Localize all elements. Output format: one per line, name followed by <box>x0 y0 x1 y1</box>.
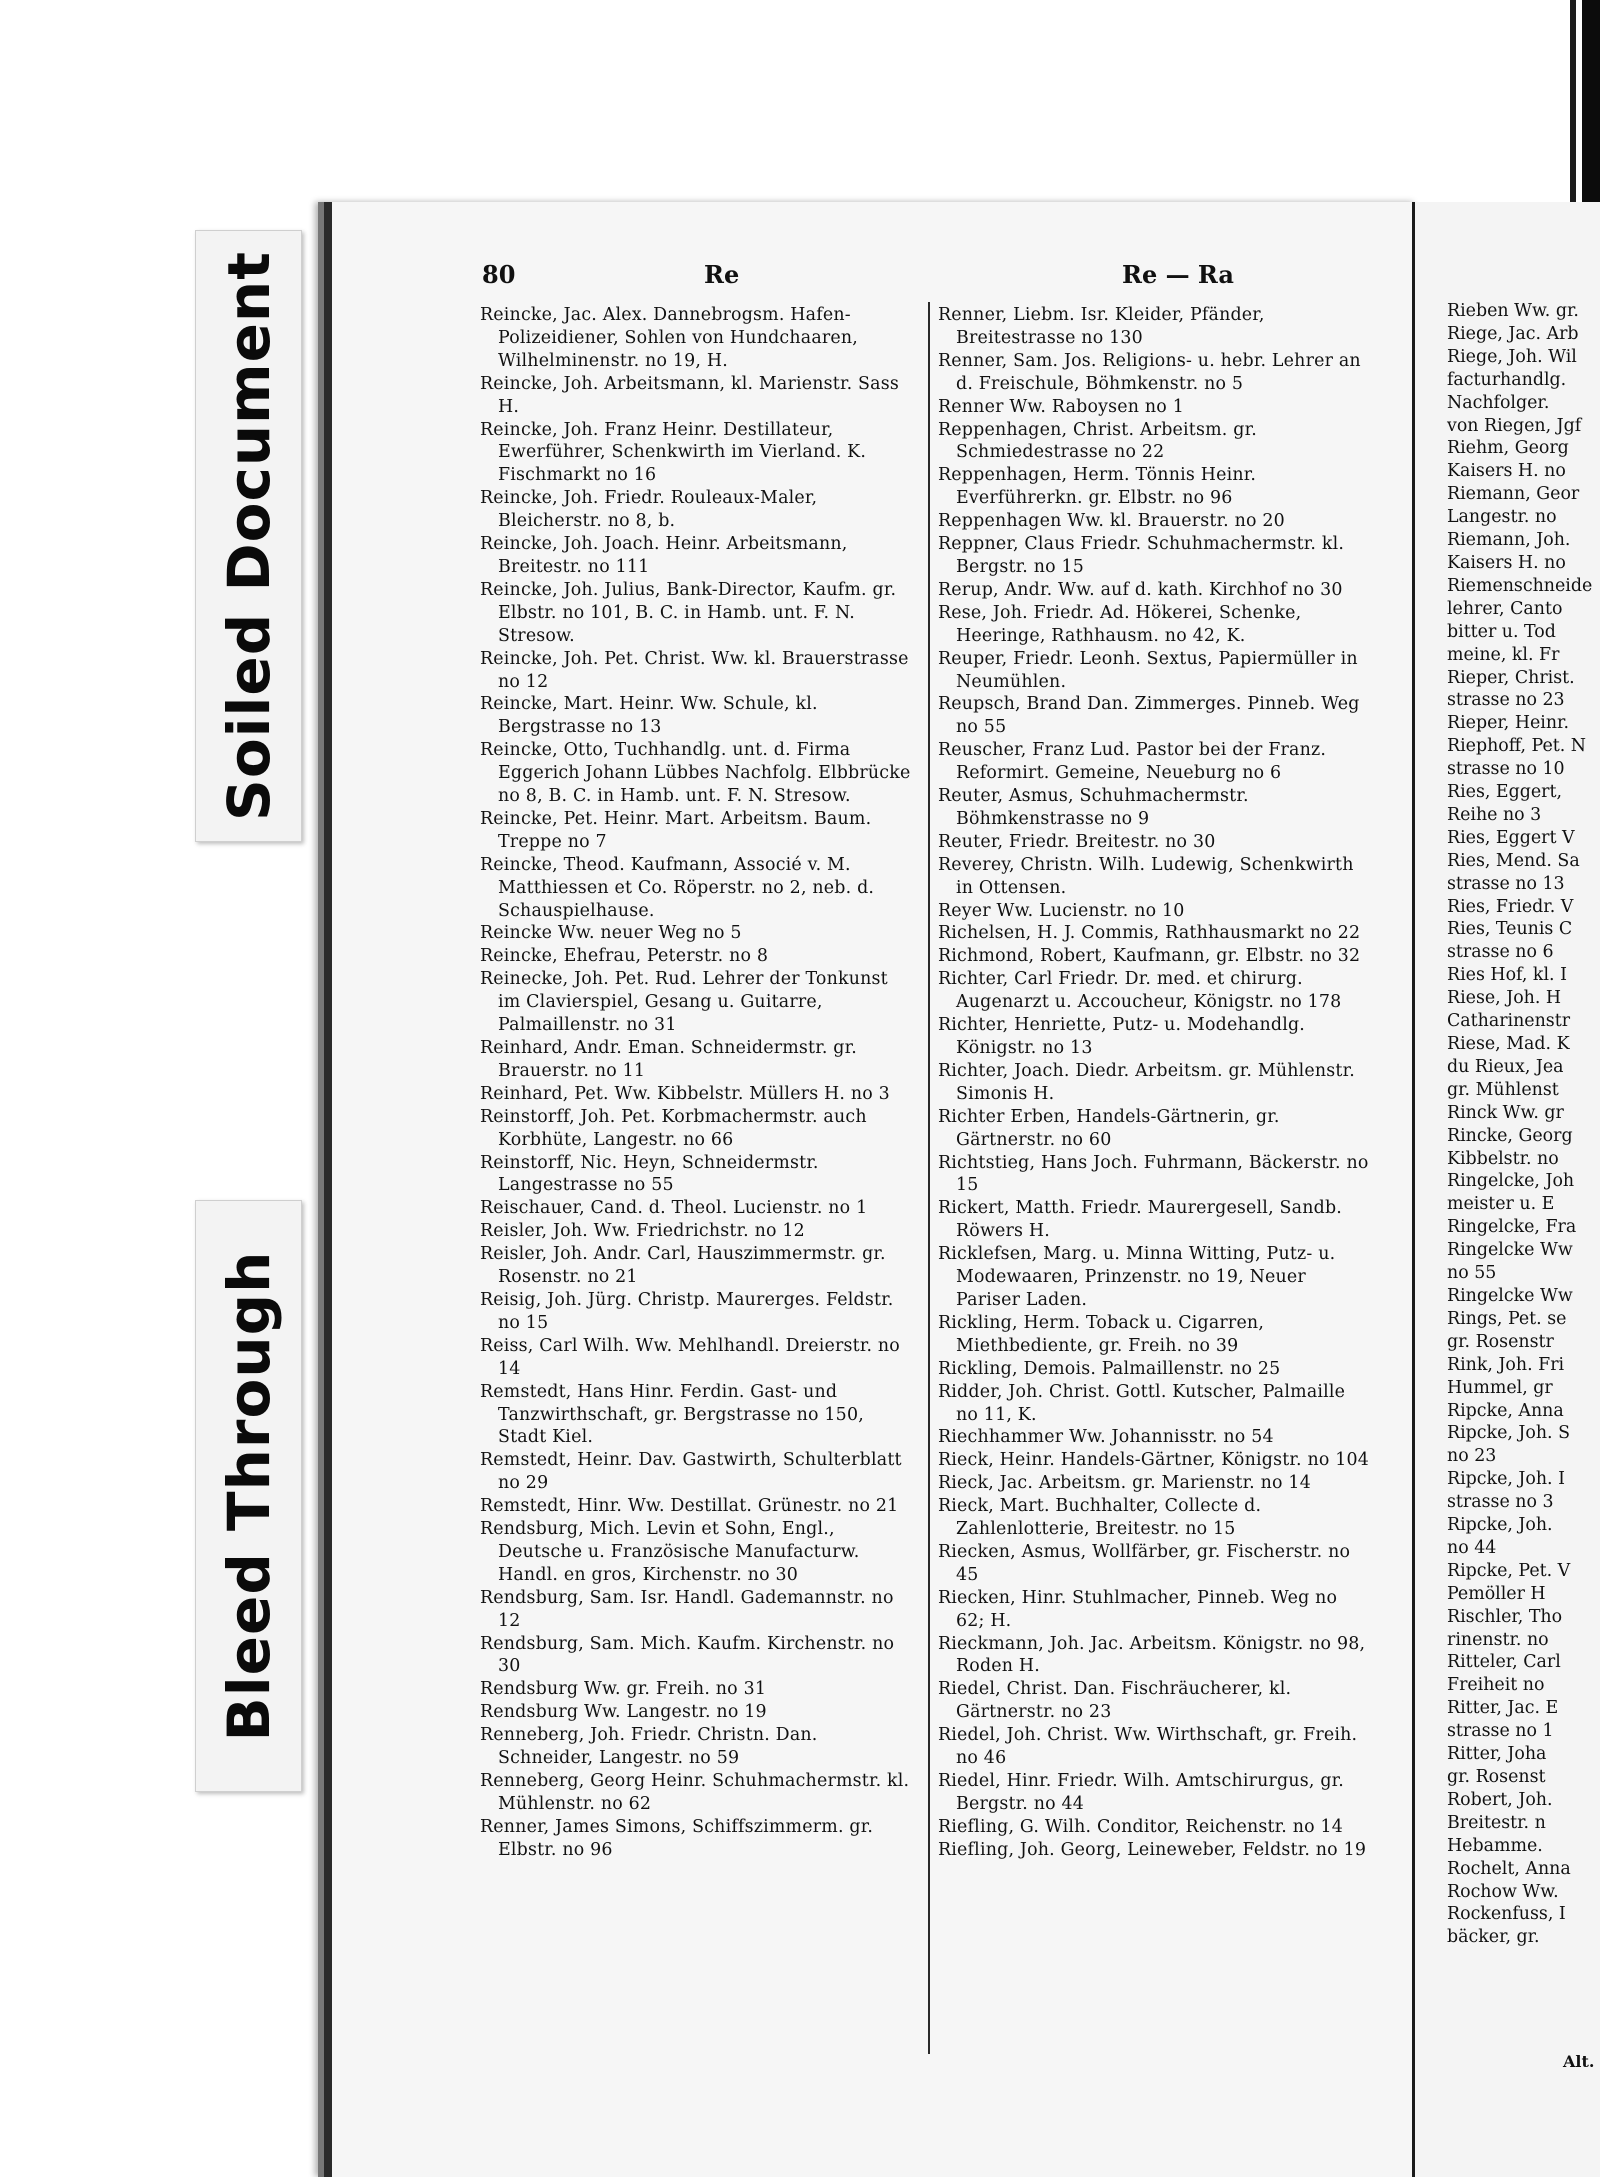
directory-entry: Rerup, Andr. Ww. auf d. kath. Kirchhof no 30 <box>938 579 1343 600</box>
directory-entry: von Riegen, Jgf <box>1447 415 1582 436</box>
directory-entry: Reuter, Friedr. Breitestr. no 30 <box>938 831 1216 852</box>
directory-entry: Pemöller H <box>1447 1583 1546 1604</box>
directory-entry: strasse no 13 <box>1447 873 1565 894</box>
directory-entry: gr. Rosenst <box>1447 1767 1546 1787</box>
directory-entry: Reincke, Joh. Joach. Heinr. Arbeitsmann, Breitestr. no 111 <box>480 534 848 577</box>
directory-entry: Reihe no 3 <box>1447 804 1542 825</box>
directory-entry: Renneberg, Georg Heinr. Schuhmachermstr. kl. Mühlenstr. no 62 <box>480 1771 910 1814</box>
directory-entry: Reuscher, Franz Lud. Pastor bei der Franz. Reformirt. Gemeine, Neueburg no 6 <box>938 740 1327 784</box>
directory-entry: Riechhammer Ww. Johannisstr. no 54 <box>938 1427 1274 1448</box>
directory-entry: Rinck Ww. gr <box>1447 1102 1564 1123</box>
directory-entry: Richter Erben, Handels-Gärtnerin, gr. Gärtnerstr. no 60 <box>938 1106 1280 1150</box>
directory-entry: Riemann, Geor <box>1447 484 1580 505</box>
directory-entry: Rieben Ww. gr. <box>1447 301 1579 321</box>
directory-entry: Renneberg, Joh. Friedr. Christn. Dan. Schneider, Langestr. no 59 <box>480 1725 818 1769</box>
directory-entry: Ries, Friedr. V <box>1447 896 1574 917</box>
directory-entry: Reppenhagen, Herm. Tönnis Heinr. Everführerkn. gr. Elbstr. no 96 <box>938 465 1257 509</box>
directory-entry: Rendsburg Ww. gr. Freih. no 31 <box>480 1679 767 1700</box>
directory-entry: Ries Hof, kl. I <box>1447 965 1567 986</box>
directory-entry: Hebamme. <box>1447 1835 1543 1856</box>
directory-entry: Richter, Henriette, Putz- u. Modehandlg. Königstr. no 13 <box>938 1015 1306 1058</box>
directory-entry: Riese, Mad. K <box>1447 1034 1570 1054</box>
page-number: 80 <box>482 260 516 289</box>
directory-entry: Rieper, Heinr. <box>1447 713 1569 734</box>
directory-entry: strasse no 23 <box>1447 690 1565 711</box>
directory-entry: Rochelt, Anna <box>1447 1858 1571 1879</box>
directory-entry: Riese, Joh. H <box>1447 988 1562 1009</box>
directory-entry: Rincke, Georg <box>1447 1125 1573 1146</box>
soiled-document-text: Soiled Document <box>214 251 283 821</box>
column-divider <box>928 302 930 2054</box>
bleed-through-text: Bleed Through <box>214 1250 283 1742</box>
directory-entry: Reincke, Joh. Friedr. Rouleaux-Maler, Bleicherstr. no 8, b. <box>480 488 818 532</box>
directory-entry: gr. Rosenstr <box>1447 1331 1554 1352</box>
next-page-footer: Alt. <box>1563 2052 1595 2071</box>
directory-entry: Reupsch, Brand Dan. Zimmerges. Pinneb. Weg no 55 <box>938 694 1360 738</box>
directory-entry: Riefling, G. Wilh. Conditor, Reichenstr. no 14 <box>938 1816 1344 1837</box>
directory-entry: Nachfolger. <box>1447 392 1550 413</box>
directory-entry: Rendsburg, Sam. Mich. Kaufm. Kirchenstr. no 30 <box>480 1633 895 1677</box>
directory-entry: Reincke Ww. neuer Weg no 5 <box>480 923 742 944</box>
directory-entry: Riefling, Joh. Georg, Leineweber, Feldstr. no 19 <box>938 1839 1367 1860</box>
directory-entry: Rieckmann, Joh. Jac. Arbeitsm. Königstr. no 98, Roden H. <box>938 1633 1366 1677</box>
directory-entry: Rieck, Jac. Arbeitsm. gr. Marienstr. no 14 <box>938 1473 1311 1494</box>
directory-entry: Riemenschneide <box>1447 575 1593 596</box>
directory-entry: Rickling, Demois. Palmaillenstr. no 25 <box>938 1358 1281 1379</box>
right-column <box>938 304 1370 1862</box>
directory-entry: Ritter, Jac. E <box>1447 1698 1559 1719</box>
directory-entry: Riemann, Joh. <box>1447 530 1571 551</box>
directory-entry: strasse no 6 <box>1447 942 1554 963</box>
directory-entry: rinenstr. no <box>1447 1629 1549 1650</box>
directory-entry: du Rieux, Jea <box>1447 1056 1564 1077</box>
directory-entry: Richtstieg, Hans Joch. Fuhrmann, Bäckerstr. no 15 <box>938 1152 1369 1196</box>
directory-entry: Kibbelstr. no <box>1447 1148 1559 1169</box>
directory-entry: Reverey, Christn. Wilh. Ludewig, Schenkwirth in Ottensen. <box>938 854 1354 898</box>
directory-entry: Ripcke, Joh. <box>1447 1515 1553 1536</box>
directory-entry: Rieck, Heinr. Handels-Gärtner, Königstr. no 104 <box>938 1450 1370 1471</box>
directory-entry: Breitestr. n <box>1447 1812 1546 1833</box>
directory-entry: Ries, Eggert, <box>1447 782 1563 803</box>
directory-entry: Reinhard, Pet. Ww. Kibbelstr. Müllers H. no 3 <box>480 1083 890 1104</box>
directory-entry: Reisler, Joh. Andr. Carl, Hauszimmermstr. gr. Rosenstr. no 21 <box>480 1244 886 1288</box>
directory-entry: Ridder, Joh. Christ. Gottl. Kutscher, Palmaille no 11, K. <box>938 1381 1346 1425</box>
directory-entry: Renner, James Simons, Schiffszimmerm. gr. Elbstr. no 96 <box>480 1816 874 1860</box>
directory-entry: Langestr. no <box>1447 507 1557 528</box>
directory-entry: Kaisers H. no <box>1447 552 1566 573</box>
directory-entry: Ries, Eggert V <box>1447 827 1575 848</box>
directory-entry: Rochow Ww. <box>1447 1881 1559 1902</box>
directory-entry: Reppner, Claus Friedr. Schuhmachermstr. kl. Bergstr. no 15 <box>938 534 1345 577</box>
directory-entry: Robert, Joh. <box>1447 1789 1553 1810</box>
directory-entry: bitter u. Tod <box>1447 621 1556 642</box>
directory-entry: Rings, Pet. se <box>1447 1308 1567 1329</box>
directory-entry: Riecken, Hinr. Stuhlmacher, Pinneb. Weg no 62; H. <box>938 1587 1338 1631</box>
directory-entry: Reinstorff, Nic. Heyn, Schneidermstr. Langestrasse no 55 <box>480 1152 819 1196</box>
bleed-through-label <box>195 1200 302 1792</box>
directory-entry: Reisig, Joh. Jürg. Christp. Maurerges. Feldstr. no 15 <box>480 1289 894 1333</box>
directory-entry: strasse no 1 <box>1447 1721 1554 1742</box>
directory-entry: Reincke, Jac. Alex. Dannebrogsm. Hafen-Polizeidiener, Sohlen von Hundchaaren, Wilhelminenstr. no 19, H. <box>480 305 859 371</box>
directory-entry: Hummel, gr <box>1447 1377 1553 1398</box>
directory-entry: Ries, Teunis C <box>1447 919 1573 940</box>
next-page-edge <box>1412 202 1600 2177</box>
soiled-document-label <box>195 230 302 842</box>
directory-entry: Reinstorff, Joh. Pet. Korbmachermstr. auch Korbhüte, Langestr. no 66 <box>480 1106 867 1150</box>
directory-entry: Ringelcke Ww <box>1447 1240 1573 1261</box>
directory-entry: Rieck, Mart. Buchhalter, Collecte d. Zahlenlotterie, Breitestr. no 15 <box>938 1496 1262 1540</box>
directory-entry: Rink, Joh. Fri <box>1447 1354 1565 1375</box>
directory-entry: no 44 <box>1447 1537 1497 1558</box>
running-head-right: Re — Ra <box>1122 260 1234 289</box>
directory-page <box>318 202 1416 2177</box>
directory-entry: Reyer Ww. Lucienstr. no 10 <box>938 900 1185 921</box>
directory-entry: Rickert, Matth. Friedr. Maurergesell, Sandb. Röwers H. <box>938 1198 1343 1242</box>
directory-entry: gr. Mühlenst <box>1447 1079 1559 1100</box>
directory-entry: Reinecke, Joh. Pet. Rud. Lehrer der Tonkunst im Clavierspiel, Gesang u. Guitarre, Palmaillenstr. no 31 <box>480 969 888 1036</box>
directory-entry: Riehm, Georg <box>1447 438 1569 459</box>
directory-entry: Riedel, Hinr. Friedr. Wilh. Amtschirurgus, gr. Bergstr. no 44 <box>938 1771 1345 1814</box>
directory-entry: meine, kl. Fr <box>1447 644 1560 665</box>
directory-entry: Ringelcke, Fra <box>1447 1217 1577 1238</box>
directory-entry: meister u. E <box>1447 1194 1555 1215</box>
directory-entry: Reincke, Joh. Franz Heinr. Destillateur, Ewerführer, Schenkwirth im Vierland. K. Fischmarkt no 16 <box>480 419 867 486</box>
directory-entry: Ringelcke, Joh <box>1447 1171 1575 1192</box>
directory-entry: Renner, Liebm. Isr. Kleider, Pfänder, Breitestrasse no 130 <box>938 305 1265 348</box>
next-page-column <box>1447 300 1600 1949</box>
directory-entry: Ricklefsen, Marg. u. Minna Witting, Putz- u. Modewaaren, Prinzenstr. no 19, Neuer Pariser Laden. <box>938 1244 1336 1310</box>
directory-entry: Catharinenstr <box>1447 1011 1571 1032</box>
directory-entry: Remstedt, Hans Hinr. Ferdin. Gast- und Tanzwirthschaft, gr. Bergstrasse no 150, Stadt Kiel. <box>480 1381 864 1448</box>
directory-entry: Richter, Carl Friedr. Dr. med. et chirurg. Augenarzt u. Accoucheur, Königstr. no 178 <box>938 969 1342 1013</box>
directory-entry: bäcker, gr. <box>1447 1927 1540 1948</box>
directory-entry: Rendsburg Ww. Langestr. no 19 <box>480 1702 767 1723</box>
directory-entry: Reuper, Friedr. Leonh. Sextus, Papiermüller in Neumühlen. <box>938 648 1358 692</box>
directory-entry: Riege, Jac. Arb <box>1447 323 1579 344</box>
directory-entry: Rese, Joh. Friedr. Ad. Hökerei, Schenke, Heeringe, Rathhausm. no 42, K. <box>938 602 1302 646</box>
directory-entry: Reiss, Carl Wilh. Ww. Mehlhandl. Dreierstr. no 14 <box>480 1335 900 1379</box>
directory-entry: Reincke, Joh. Julius, Bank-Director, Kaufm. gr. Elbstr. no 101, B. C. in Hamb. unt. F. N. Stresow. <box>480 579 897 646</box>
directory-entry: Reisler, Joh. Ww. Friedrichstr. no 12 <box>480 1221 805 1242</box>
directory-entry: Rockenfuss, I <box>1447 1904 1566 1925</box>
directory-entry: Reinhard, Andr. Eman. Schneidermstr. gr. Brauerstr. no 11 <box>480 1038 857 1081</box>
directory-entry: Riedel, Christ. Dan. Fischräucherer, kl. Gärtnerstr. no 23 <box>938 1679 1292 1723</box>
directory-entry: Renner, Sam. Jos. Religions- u. hebr. Lehrer an d. Freischule, Böhmkenstr. no 5 <box>938 350 1361 394</box>
directory-entry: Reincke, Theod. Kaufmann, Associé v. M. Matthiessen et Co. Röperstr. no 2, neb. d. Schauspielhause. <box>480 854 875 921</box>
directory-entry: Reincke, Pet. Heinr. Mart. Arbeitsm. Baum. Treppe no 7 <box>480 808 872 852</box>
directory-entry: Reuter, Asmus, Schuhmachermstr. Böhmkenstrasse no 9 <box>938 786 1249 829</box>
directory-entry: Richter, Joach. Diedr. Arbeitsm. gr. Mühlenstr. Simonis H. <box>938 1060 1355 1104</box>
directory-entry: Ripcke, Joh. I <box>1447 1469 1565 1490</box>
directory-entry: strasse no 10 <box>1447 759 1565 780</box>
directory-entry: Ries, Mend. Sa <box>1447 850 1580 871</box>
directory-entry: Reincke, Joh. Arbeitsmann, kl. Marienstr. Sass H. <box>480 373 899 417</box>
page-header <box>332 260 1416 294</box>
directory-entry: Reppenhagen Ww. kl. Brauerstr. no 20 <box>938 511 1285 532</box>
directory-entry: strasse no 3 <box>1447 1492 1554 1513</box>
directory-entry: facturhandlg. <box>1447 369 1567 390</box>
running-head-left: Re <box>704 260 740 289</box>
directory-entry: Kaisers H. no <box>1447 461 1566 482</box>
directory-entry: Ritteler, Carl <box>1447 1652 1561 1673</box>
directory-entry: Riephoff, Pet. N <box>1447 736 1587 757</box>
directory-entry: Rischler, Tho <box>1447 1606 1563 1627</box>
directory-entry: Reischauer, Cand. d. Theol. Lucienstr. no 1 <box>480 1198 868 1219</box>
left-column <box>480 304 912 1862</box>
directory-entry: Riedel, Joh. Christ. Ww. Wirthschaft, gr. Freih. no 46 <box>938 1725 1358 1769</box>
directory-entry: Ritter, Joha <box>1447 1744 1547 1765</box>
directory-entry: Ripcke, Anna <box>1447 1400 1564 1421</box>
directory-entry: Ripcke, Pet. V <box>1447 1560 1571 1581</box>
directory-entry: Freiheit no <box>1447 1675 1545 1696</box>
directory-entry: Rickling, Herm. Toback u. Cigarren, Miethbediente, gr. Freih. no 39 <box>938 1312 1265 1356</box>
directory-entry: Remstedt, Hinr. Ww. Destillat. Grünestr. no 21 <box>480 1496 899 1517</box>
directory-entry: Ripcke, Joh. S <box>1447 1423 1571 1444</box>
directory-entry: Ringelcke Ww <box>1447 1285 1573 1306</box>
directory-entry: Reincke, Ehefrau, Peterstr. no 8 <box>480 946 769 967</box>
directory-entry: Reincke, Mart. Heinr. Ww. Schule, kl. Bergstrasse no 13 <box>480 694 818 738</box>
directory-entry: Rendsburg, Sam. Isr. Handl. Gademannstr. no 12 <box>480 1587 894 1631</box>
directory-entry: Renner Ww. Raboysen no 1 <box>938 396 1184 417</box>
directory-entry: Riecken, Asmus, Wollfärber, gr. Fischerstr. no 45 <box>938 1541 1351 1585</box>
directory-entry: Reincke, Otto, Tuchhandlg. unt. d. Firma Eggerich Johann Lübbes Nachfolg. Elbbrücke no 8, B. C. in Hamb. unt. F. N. Stresow. <box>480 740 911 807</box>
directory-entry: Riege, Joh. Wil <box>1447 346 1577 367</box>
directory-entry: lehrer, Canto <box>1447 598 1563 619</box>
directory-entry: Rendsburg, Mich. Levin et Sohn, Engl., Deutsche u. Französische Manufacturw. Handl. en gros, Kirchenstr. no 30 <box>480 1519 860 1585</box>
directory-entry: Richelsen, H. J. Commis, Rathhausmarkt no 22 <box>938 923 1361 944</box>
directory-entry: no 23 <box>1447 1446 1497 1467</box>
directory-entry: Richmond, Robert, Kaufmann, gr. Elbstr. no 32 <box>938 946 1361 967</box>
directory-entry: Reincke, Joh. Pet. Christ. Ww. kl. Brauerstrasse no 12 <box>480 648 909 692</box>
directory-entry: Rieper, Christ. <box>1447 667 1575 688</box>
directory-entry: no 55 <box>1447 1263 1497 1284</box>
directory-entry: Reppenhagen, Christ. Arbeitsm. gr. Schmiedestrasse no 22 <box>938 419 1257 463</box>
directory-entry: Remstedt, Heinr. Dav. Gastwirth, Schulterblatt no 29 <box>480 1450 902 1494</box>
